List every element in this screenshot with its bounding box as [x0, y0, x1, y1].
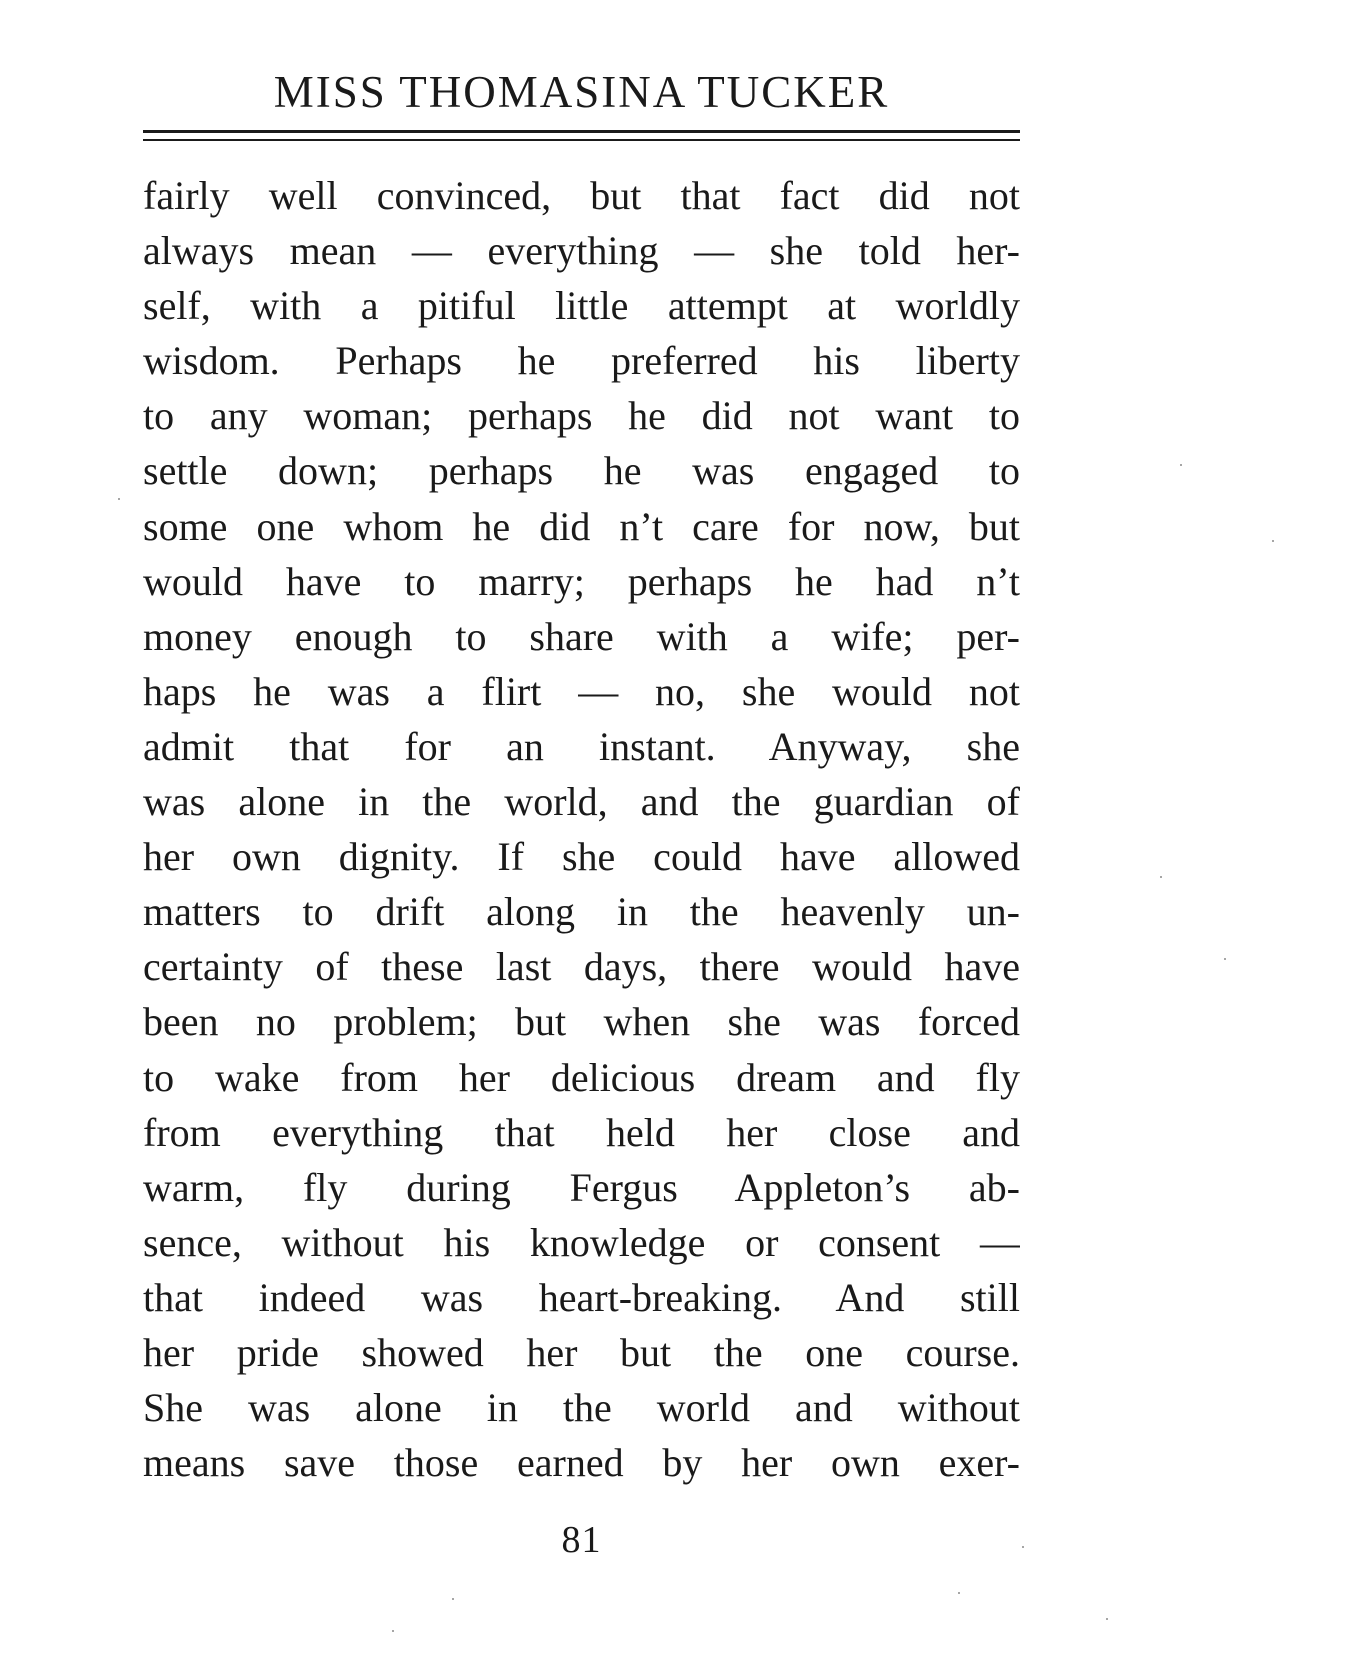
scan-speck	[1272, 540, 1274, 542]
scan-speck	[1160, 876, 1162, 878]
text-line: her pride showed her but the one course.	[143, 1329, 1020, 1375]
text-line: wisdom. Perhaps he preferred his liberty	[143, 338, 1020, 384]
scan-speck	[1180, 464, 1182, 466]
scan-speck	[118, 498, 120, 500]
text-line: been no problem; but when she was forced	[143, 999, 1020, 1045]
header-rule-thick	[143, 130, 1020, 133]
text-line: to any woman; perhaps he did not want to	[143, 393, 1020, 439]
text-line: means save those earned by her own exer-	[143, 1440, 1020, 1486]
text-line: warm, fly during Fergus Appleton’s ab-	[143, 1164, 1020, 1210]
scan-speck	[392, 1630, 394, 1632]
text-line: that indeed was heart-breaking. And still	[143, 1274, 1020, 1320]
scan-speck	[1106, 1618, 1108, 1620]
page-number: 81	[561, 1519, 602, 1561]
text-line: money enough to share with a wife; per-	[143, 613, 1020, 659]
text-line: admit that for an instant. Anyway, she	[143, 723, 1020, 769]
text-line: was alone in the world, and the guardian of	[143, 779, 1020, 825]
text-line: some one whom he did n’t care for now, but	[143, 503, 1020, 549]
body-text	[143, 168, 1020, 1490]
header-rule-thin	[143, 139, 1020, 141]
text-line: certainty of these last days, there would have	[143, 944, 1020, 990]
text-line: sence, without his knowledge or consent —	[143, 1219, 1020, 1265]
text-line: to wake from her delicious dream and fly	[143, 1054, 1020, 1100]
text-line: from everything that held her close and	[143, 1109, 1020, 1155]
text-line: She was alone in the world and without	[143, 1385, 1020, 1431]
text-line: always mean — everything — she told her-	[143, 228, 1020, 274]
text-line: would have to marry; perhaps he had n’t	[143, 558, 1020, 604]
scan-speck	[958, 1592, 960, 1594]
text-line: fairly well convinced, but that fact did not	[143, 173, 1020, 218]
text-line: self, with a pitiful little attempt at worldly	[143, 283, 1020, 329]
scan-speck	[1022, 1546, 1024, 1548]
text-line: matters to drift along in the heavenly un-	[143, 889, 1020, 935]
text-line: haps he was a flirt — no, she would not	[143, 668, 1020, 714]
running-head-title: MISS THOMASINA TUCKER	[273, 67, 890, 117]
scan-speck	[1224, 958, 1226, 960]
text-line: her own dignity. If she could have allowed	[143, 834, 1020, 880]
text-line: settle down; perhaps he was engaged to	[143, 448, 1020, 494]
scan-speck	[452, 1598, 454, 1600]
